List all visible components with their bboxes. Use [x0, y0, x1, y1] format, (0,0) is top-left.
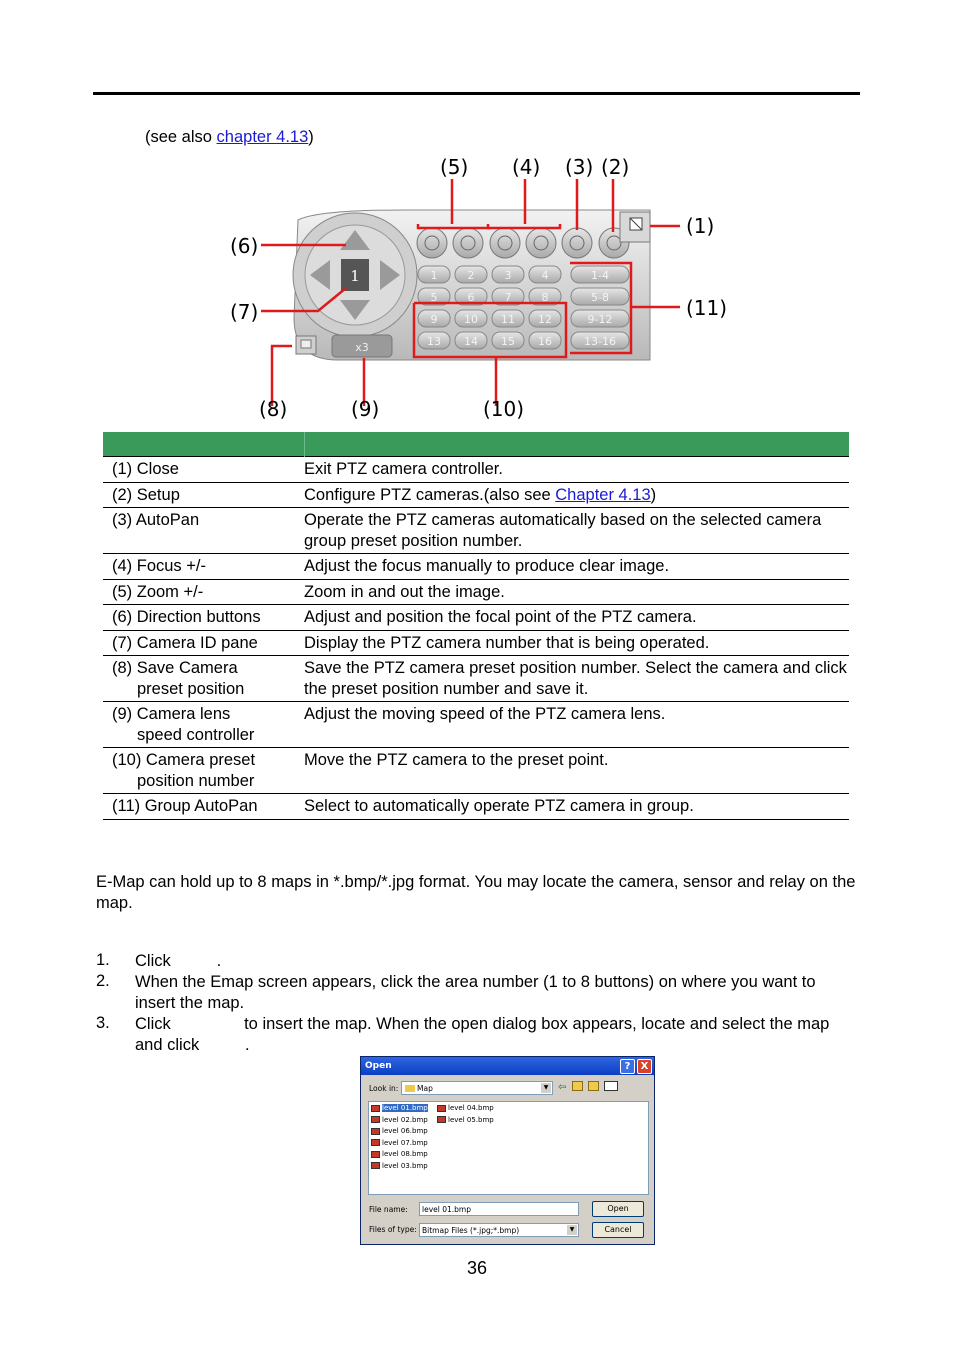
file-item[interactable]: [371, 1104, 428, 1116]
file-item[interactable]: [437, 1104, 494, 1116]
file-item-label: level 07.bmp: [382, 1138, 428, 1147]
function-description-cell: [304, 508, 849, 554]
preset-label: 14: [464, 335, 478, 348]
look-in-value: Map: [417, 1084, 433, 1093]
table-header-1: [103, 432, 304, 457]
file-item[interactable]: [371, 1162, 428, 1174]
table-row: [103, 508, 849, 554]
function-name-continued: preset position: [137, 679, 245, 698]
function-name: (7) Camera ID pane: [112, 633, 258, 652]
table-row: [103, 579, 849, 605]
callout-9: (9): [351, 397, 380, 421]
bitmap-file-icon: [437, 1105, 446, 1112]
bitmap-file-icon: [437, 1116, 446, 1123]
new-folder-icon[interactable]: [588, 1081, 599, 1091]
open-button[interactable]: Open: [592, 1201, 644, 1217]
group-label: 5-8: [591, 291, 609, 304]
function-name-cell: [103, 579, 304, 605]
chapter-link[interactable]: Chapter 4.13: [555, 485, 651, 504]
see-also-line: [145, 128, 314, 147]
step-number: 2.: [96, 972, 110, 990]
close-dialog-button[interactable]: X: [637, 1059, 652, 1074]
function-description-cell: [304, 457, 849, 483]
callout-3: (3): [565, 155, 594, 179]
function-description: Zoom in and out the image.: [304, 582, 505, 601]
autopan-icon[interactable]: [562, 228, 592, 258]
focus-far-icon[interactable]: [526, 228, 556, 258]
preset-label: 11: [501, 313, 515, 326]
step-number: 1.: [96, 951, 110, 969]
function-description: Display the PTZ camera number that is being operated.: [304, 633, 710, 652]
table-row: [103, 554, 849, 580]
preset-label: 5: [430, 291, 438, 304]
bitmap-file-icon: [371, 1128, 380, 1135]
group-label: 13-16: [584, 335, 616, 348]
function-name: (5) Zoom +/-: [112, 582, 204, 601]
ptz-controller-figure: [228, 148, 738, 424]
table-row: [103, 748, 849, 794]
function-description-cell: [304, 579, 849, 605]
function-name-cell: [103, 656, 304, 702]
step-number: 3.: [96, 1014, 110, 1032]
function-name-cell: [103, 482, 304, 508]
dialog-titlebar: [361, 1057, 654, 1075]
file-item-label: level 04.bmp: [448, 1104, 494, 1112]
preset-label: 6: [467, 291, 475, 304]
callout-5: (5): [440, 155, 469, 179]
function-name: (8) Save Camera: [112, 659, 238, 677]
file-item[interactable]: [371, 1150, 428, 1162]
callout-6: (6): [230, 234, 259, 258]
cancel-button[interactable]: Cancel: [592, 1222, 644, 1238]
preset-label: 13: [427, 335, 441, 348]
function-name: (10) Camera preset: [112, 751, 256, 769]
callout-10: (10): [483, 397, 525, 421]
header-rule: [93, 92, 860, 95]
file-item[interactable]: [371, 1116, 428, 1128]
table-header-2: [304, 432, 849, 457]
step-text: Click .: [135, 952, 222, 970]
file-item[interactable]: [371, 1127, 428, 1139]
preset-label: 12: [538, 313, 552, 326]
bitmap-file-icon: [371, 1116, 380, 1123]
file-item-label: level 05.bmp: [448, 1115, 494, 1124]
function-name-cell: [103, 702, 304, 748]
function-name-cell: [103, 794, 304, 820]
function-description: Adjust the focus manually to produce clear image.: [304, 557, 670, 575]
look-in-label: Look in:: [369, 1084, 399, 1093]
look-in-select[interactable]: [401, 1081, 553, 1095]
preset-label: 1: [430, 269, 438, 282]
function-name: (2) Setup: [112, 485, 180, 504]
bitmap-file-icon: [371, 1139, 380, 1146]
table-row: [103, 605, 849, 631]
function-name: (1) Close: [112, 460, 179, 478]
table-row: [103, 702, 849, 748]
view-menu-icon[interactable]: [604, 1081, 618, 1091]
file-item[interactable]: [437, 1116, 494, 1128]
function-description: Operate the PTZ cameras automatically based on the selected camera group preset position number.: [304, 511, 822, 550]
callout-7: (7): [230, 300, 259, 324]
table-row: [103, 457, 849, 483]
function-name-cell: [103, 554, 304, 580]
help-button[interactable]: ?: [620, 1059, 635, 1074]
chevron-down-icon[interactable]: ▼: [541, 1083, 551, 1093]
file-name-input[interactable]: level 01.bmp: [419, 1202, 579, 1216]
preset-label: 2: [467, 269, 475, 282]
table-row: [103, 630, 849, 656]
callout-8: (8): [259, 397, 288, 421]
function-name: (11) Group AutoPan: [112, 797, 258, 815]
folder-icon: [405, 1085, 415, 1092]
file-type-label: Files of type:: [369, 1225, 417, 1234]
description-suffix: ): [650, 485, 657, 504]
file-type-select[interactable]: [419, 1223, 579, 1237]
file-name-label: File name:: [369, 1205, 408, 1214]
function-description: Select to automatically operate PTZ camera in group.: [304, 797, 694, 815]
preset-label: 7: [504, 291, 512, 304]
preset-label: 9: [430, 313, 438, 326]
function-description-cell: [304, 630, 849, 656]
file-item[interactable]: [371, 1139, 428, 1151]
preset-label: 3: [504, 269, 512, 282]
bitmap-file-icon: [371, 1162, 380, 1169]
function-name: (4) Focus +/-: [112, 557, 206, 575]
back-icon[interactable]: ⇦: [558, 1082, 567, 1093]
zoom-in-icon[interactable]: [417, 228, 447, 258]
table-row: [103, 656, 849, 702]
file-list: [368, 1101, 649, 1195]
function-description-cell: [304, 748, 849, 794]
file-item-label: level 03.bmp: [382, 1161, 428, 1170]
function-description-cell: [304, 605, 849, 631]
function-description-cell: [304, 794, 849, 820]
dialog-title: Open: [365, 1061, 392, 1071]
emap-intro: E-Map can hold up to 8 maps in *.bmp/*.jpg format. You may locate the camera, sensor and relay on the map.: [96, 873, 856, 912]
function-name-cell: [103, 748, 304, 794]
function-name-cell: [103, 457, 304, 483]
bitmap-file-icon: [371, 1105, 380, 1112]
function-description: Save the PTZ camera preset position number. Select the camera and click the preset position number and save it.: [304, 659, 847, 698]
file-item-label: level 02.bmp: [382, 1115, 428, 1124]
callout-2: (2): [601, 155, 630, 179]
page-number: 36: [466, 1258, 488, 1278]
function-description-cell: [304, 702, 849, 748]
preset-label: 15: [501, 335, 515, 348]
preset-label: 8: [541, 291, 549, 304]
function-description-cell: [304, 656, 849, 702]
function-name: (9) Camera lens: [112, 705, 231, 723]
function-description-cell: [304, 554, 849, 580]
callout-11: (11): [686, 296, 728, 320]
focus-near-icon[interactable]: [490, 228, 520, 258]
function-name-cell: [103, 605, 304, 631]
function-name: (3) AutoPan: [112, 511, 200, 529]
function-description: Adjust the moving speed of the PTZ camera lens.: [304, 705, 666, 723]
group-label: 1-4: [591, 269, 609, 282]
function-description: Exit PTZ camera controller.: [304, 460, 503, 478]
preset-label: 4: [541, 269, 549, 282]
function-name: (6) Direction buttons: [112, 608, 261, 626]
file-item-label: level 06.bmp: [382, 1127, 428, 1135]
speed-label: x3: [355, 341, 369, 354]
step-text: When the Emap screen appears, click the area number (1 to 8 buttons) on where you want to insert the map.: [135, 973, 816, 1012]
callout-4: (4): [512, 155, 541, 179]
function-description: Configure PTZ cameras.(also see: [304, 485, 556, 504]
preset-label: 16: [538, 335, 552, 348]
function-name-continued: position number: [137, 771, 255, 790]
see-also-prefix: (see also: [145, 128, 217, 146]
function-description: Move the PTZ camera to the preset point.: [304, 751, 609, 769]
table-row: [103, 482, 849, 508]
camera-id-value: 1: [350, 267, 360, 285]
table-row: [103, 794, 849, 820]
zoom-out-icon[interactable]: [453, 228, 483, 258]
preset-label: 10: [464, 313, 478, 326]
function-name-cell: [103, 508, 304, 554]
file-item-label: level 08.bmp: [382, 1150, 428, 1158]
ptz-function-table: [103, 432, 849, 820]
function-description-cell: [304, 482, 849, 508]
function-name-cell: [103, 630, 304, 656]
step-text: Click to insert the map. When the open dialog box appears, locate and select the map and click .: [135, 1015, 834, 1054]
open-dialog: [360, 1056, 655, 1245]
bitmap-file-icon: [371, 1151, 380, 1158]
function-name-continued: speed controller: [137, 725, 255, 744]
up-folder-icon[interactable]: [572, 1081, 583, 1091]
file-item-label: level 01.bmp: [382, 1104, 428, 1112]
chevron-down-icon[interactable]: ▼: [567, 1225, 577, 1235]
group-label: 9-12: [587, 313, 613, 326]
function-description: Adjust and position the focal point of the PTZ camera.: [304, 608, 697, 626]
file-type-value: Bitmap Files (*.jpg;*.bmp): [422, 1226, 520, 1235]
see-also-suffix: ): [308, 128, 314, 146]
callout-1: (1): [686, 214, 715, 238]
chapter-link[interactable]: chapter 4.13: [216, 128, 309, 146]
